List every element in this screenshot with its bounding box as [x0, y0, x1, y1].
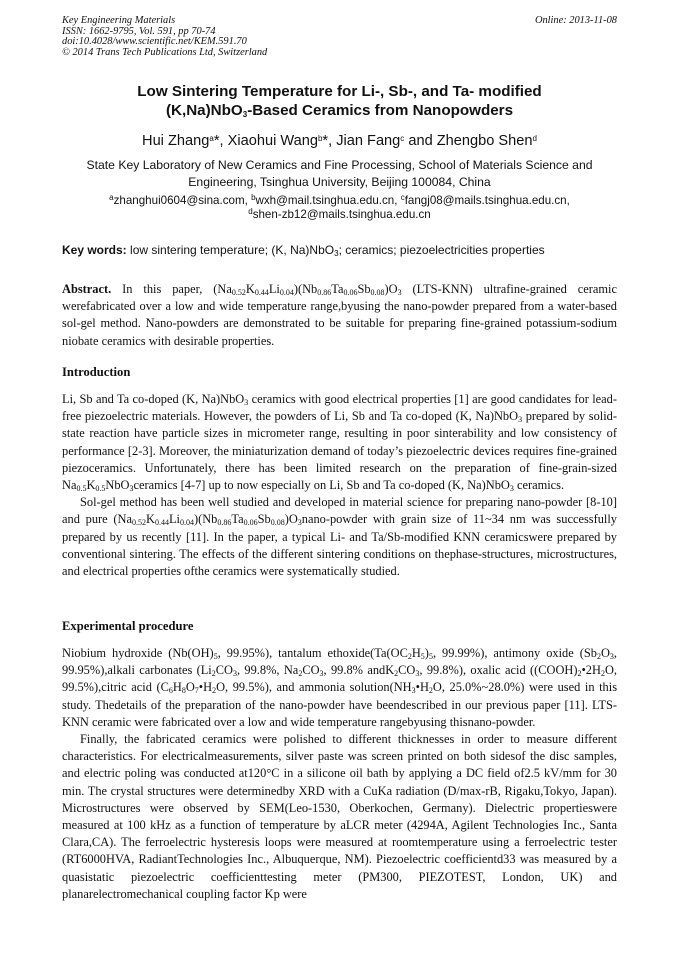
- subscript: 6: [168, 686, 173, 696]
- subscript: 0.44: [154, 518, 169, 528]
- subscript: 2: [212, 686, 217, 696]
- subscript: 7: [194, 686, 199, 696]
- author-name: and Zhengbo Shen: [404, 133, 533, 149]
- text: , 99.95%), tantalum ethoxide(Ta(OC: [217, 646, 408, 660]
- paragraph: Niobium hydroxide ($Nb(OH)_5$, 99.95%), tantalum $ethoxide(Ta(OC_2H_5)_5$, 99.99%), antimony oxide ($Sb_2O_3$, 99.95%),alkali carbonates ($Li_2CO_3$, 99.8%, $Na_2CO_3$, 99.8% $andK_2CO_3$, 99.8%), oxalic acid ($(COOH)_2•2H_2O$, 99.5%),citric acid ($C_6H_8O_7•H_2O$, 99.5%), and ammonia $solution(NH_3•H_2O$, 25.0%~28.0%) were used in this study. Thedetails of the preparation of the nano-powder have beendescribed in our previous paper [11]. LTS-KNN ceramic were fabricated over a low and wide temperature rangebyusing thisnano-powder.: [62, 646, 618, 729]
- email[interactable]: fangj08@mails.tsinghua.edu.cn,: [404, 194, 570, 207]
- text: •2H: [581, 663, 601, 678]
- author-name: Hui Zhang: [142, 133, 210, 149]
- affil-mark: a: [209, 134, 214, 143]
- subscript: 3: [232, 669, 237, 679]
- subscript: 3: [334, 249, 339, 258]
- element-symbol: Sb: [257, 512, 271, 527]
- subscript: 3: [242, 109, 248, 119]
- author-name: , Xiaohui Wang: [219, 133, 318, 149]
- subscript: 3: [518, 415, 523, 425]
- subscript: 8: [181, 686, 186, 696]
- subscript: 3: [509, 484, 514, 494]
- subscript: 3: [129, 484, 134, 494]
- corresponding-mark: *: [322, 133, 329, 149]
- element-symbol: Ta: [231, 512, 244, 527]
- subscript: 3: [609, 652, 614, 661]
- subscript: 0.52: [132, 518, 147, 528]
- subscript: 5: [420, 652, 425, 661]
- subscript: 2: [407, 652, 412, 661]
- affil-mark: c: [400, 193, 405, 202]
- section-heading-introduction: Introduction: [62, 365, 131, 379]
- subscript: 2: [428, 686, 433, 696]
- text: , 99.8%), oxalic acid ((COOH): [419, 663, 578, 678]
- subscript: 3: [415, 669, 420, 679]
- subscript: 3: [397, 288, 402, 297]
- abstract-label: Abstract.: [62, 282, 112, 296]
- text: Li, Sb and Ta co-doped (K, Na)NbO: [62, 392, 245, 406]
- journal-header: [62, 16, 617, 58]
- title-text: -Based Ceramics from Nanopowders: [247, 101, 514, 119]
- paragraph: [62, 391, 617, 494]
- abstract-text: )(Nb: [293, 282, 318, 296]
- subscript: 0.5: [95, 484, 106, 494]
- paper-title: [62, 83, 617, 120]
- text: nano-powder with grain size of 11~34 nm was successfully prepared by us recently [11]. In the paper, a typical Li- and Ta/Sb-modified KNN ceramicswere prepared by conventional sintering. The effects of the different sintering conditions on thephase-structures, microstructures, and electrical properties ofthe ceramics were systematically studied.: [62, 512, 617, 579]
- text: Niobium hydroxide (Nb(OH): [62, 646, 214, 660]
- subscript: 0.04: [179, 518, 194, 528]
- element-symbol: O: [185, 680, 195, 695]
- element-symbol: H: [411, 646, 421, 660]
- paragraph: Finally, the fabricated ceramics were polished to different thicknesses in order to measure different characteristics. For electricalmeasurements, silver paste was screen printed on both sidesof the disc samples, and electric poling was conducted at120°C in a silicone oil bath by applying a DC field of2.5 kV/mm for 30 min. The crystal structures were determinedby XRD with a CuKa radiation (D/max-rB, Rigaku,Tokyo, Japan). Microstructures were observed by SEM(Leo-1530, Oberkochen, Germany). Dielectric propertieswere measured at 100 kHz as a function of temperature by aLCR meter (4294A, Agilent Technologies Inc., Santa Clara,CA). The ferroelectric hysteresis loops were measured at roomtemperature using a ferroelectric tester (RT6000HVA, RadiantTechnologies Inc., Albuquerque, NM). Piezoelectric coefficientd33 was measured by a quasistatic piezoelectric coefficienttesting meter (PM300, PIEZOTEST, London, UK) and planarelectromechanical coupling factor Kp were: [62, 732, 617, 901]
- text: ceramics.: [513, 478, 565, 493]
- element-symbol: O: [600, 646, 610, 660]
- affil-mark: b: [317, 134, 323, 143]
- affil-mark: d: [248, 207, 253, 216]
- email[interactable]: zhanghui0604@sina.com,: [113, 194, 252, 207]
- text: prepared by solid-state reaction have particle sizes in micrometer range, resulting in poor sinterability and low consistency of performance [2-3]. Moreover, the miniaturization demand of today’s piezoelectric devices requires fine-grained piezoceramics. Unfortunately, there has been limited research on the preparation of fine-grain-sized Na: [62, 409, 617, 493]
- text: , 99.8% andK: [323, 663, 395, 678]
- element-symbol: K: [86, 478, 96, 493]
- subscript: 0.86: [217, 518, 232, 528]
- text: O, 99.5%), and ammonia solution(NH: [216, 680, 412, 695]
- subscript: 0.06: [243, 518, 258, 528]
- text: , 99.8%, Na: [236, 663, 299, 678]
- subscript: 0.04: [279, 288, 294, 297]
- abstract-text: (LTS-KNN) ultrafine-grained ceramic werefabricated over a low and wide temperature range,byusing the nano-powder prepared from a water-based sol-gel method. Nano-powders are demonstrated to be suitable for preparing fine-grained potassium-sodium niobate ceramics with desirable properties.: [62, 282, 617, 348]
- affil-mark: d: [532, 134, 537, 143]
- keywords: [62, 243, 617, 257]
- subscript: 0.5: [76, 484, 87, 494]
- subscript: 3: [244, 398, 249, 407]
- subscript: 3: [297, 518, 302, 528]
- text: , 99.99%), antimony oxide (Sb: [432, 646, 597, 660]
- section-heading-experimental: Experimental procedure: [62, 619, 194, 633]
- keywords-label: Key words:: [62, 243, 127, 257]
- subscript: 0.08: [370, 288, 385, 297]
- introduction-body: [62, 391, 617, 580]
- title-line-2: [62, 102, 617, 121]
- subscript: 5: [213, 652, 218, 661]
- affil-mark: c: [400, 134, 405, 143]
- online-date: Online: 2013-11-08: [534, 15, 617, 26]
- affiliation: State Key Laboratory of New Ceramics and Fine Processing, School of Materials Science and Engineering, Tsinghua University, Beijing 100084, China: [86, 158, 593, 189]
- subscript: 2: [394, 669, 399, 679]
- subscript: 0.08: [270, 518, 285, 528]
- text: •H: [198, 680, 213, 695]
- abstract-text: In this paper, (Na: [111, 282, 232, 296]
- element-symbol: Sb: [357, 282, 371, 296]
- subscript: 2: [298, 669, 303, 679]
- subscript: 3: [319, 669, 324, 679]
- element-symbol: Li: [268, 282, 280, 296]
- subscript: 0.06: [343, 288, 358, 297]
- email[interactable]: shen-zb12@mails.tsinghua.edu.cn: [252, 208, 431, 221]
- element-symbol: Ta: [331, 282, 344, 296]
- subscript: 2: [596, 652, 601, 661]
- abstract: [62, 281, 617, 350]
- subscript: 2: [577, 669, 582, 679]
- doi: doi:10.4028/www.scientific.net/KEM.591.70: [62, 36, 247, 48]
- subscript: 0.44: [254, 288, 269, 297]
- element-symbol: Li: [168, 512, 180, 527]
- abstract-text: )O: [384, 282, 398, 296]
- email[interactable]: wxh@mail.tsinghua.edu.cn,: [255, 194, 401, 207]
- subscript: 3: [411, 686, 416, 696]
- subscript: 2: [211, 669, 216, 679]
- copyright: © 2014 Trans Tech Publications Ltd, Switzerland: [62, 46, 268, 58]
- text: ceramics with good electrical properties [1] are good candidates for lead-free piezoelectric materials. However, the powders of Li, Sb and Ta co-doped (K, Na)NbO: [62, 392, 617, 424]
- text: NbO: [105, 478, 130, 493]
- corresponding-mark: *: [213, 133, 220, 149]
- text: )O: [284, 512, 298, 527]
- subscript: 0.86: [317, 288, 332, 297]
- element-symbol: K: [146, 512, 155, 527]
- text: Sol-gel method has been well studied and developed in material science for preparing nano-powder [8-10] and pure (Na: [62, 495, 617, 527]
- text: ceramics [4-7] up to now especially on Li, Sb and Ta co-doped (K, Na)NbO: [133, 478, 510, 493]
- experimental-body: [62, 645, 617, 903]
- author-name: , Jian Fang: [328, 133, 401, 149]
- text: O, 25.0%~28.0%) were used in this study. Thedetails of the preparation of the nano-powder have beendescribed in our previous paper [11]. LTS-KNN ceramic were fabricated over a low and wide temperature rangebyusing thisnano-powder.: [62, 680, 618, 729]
- issn: ISSN: 1662-9795, Vol. 591, pp 70-74: [62, 25, 216, 37]
- element-symbol: H: [172, 680, 182, 695]
- text: )(Nb: [193, 512, 218, 527]
- journal-name: Key Engineering Materials: [62, 15, 176, 26]
- paragraph: [62, 494, 617, 580]
- subscript: 2: [600, 669, 605, 679]
- title-line-1: Low Sintering Temperature for Li-, Sb-, and Ta- modified: [137, 83, 542, 100]
- text: O, 99.5%),citric acid (C: [62, 663, 617, 695]
- text: ): [424, 646, 429, 660]
- author-list: [62, 133, 617, 149]
- text: , 99.95%),alkali carbonates (Li: [62, 646, 617, 678]
- affil-mark: a: [109, 193, 114, 202]
- subscript: 5: [428, 652, 433, 661]
- title-text: (K,Na)NbO: [165, 101, 243, 119]
- subscript: 0.52: [231, 288, 246, 297]
- email-list: [62, 194, 617, 222]
- keywords-text: low sintering temperature; (K, Na)NbO: [126, 243, 335, 257]
- keywords-text: ; ceramics; piezoelectricities properties: [338, 243, 545, 257]
- element-symbol: K: [245, 282, 255, 296]
- affil-mark: b: [251, 193, 256, 202]
